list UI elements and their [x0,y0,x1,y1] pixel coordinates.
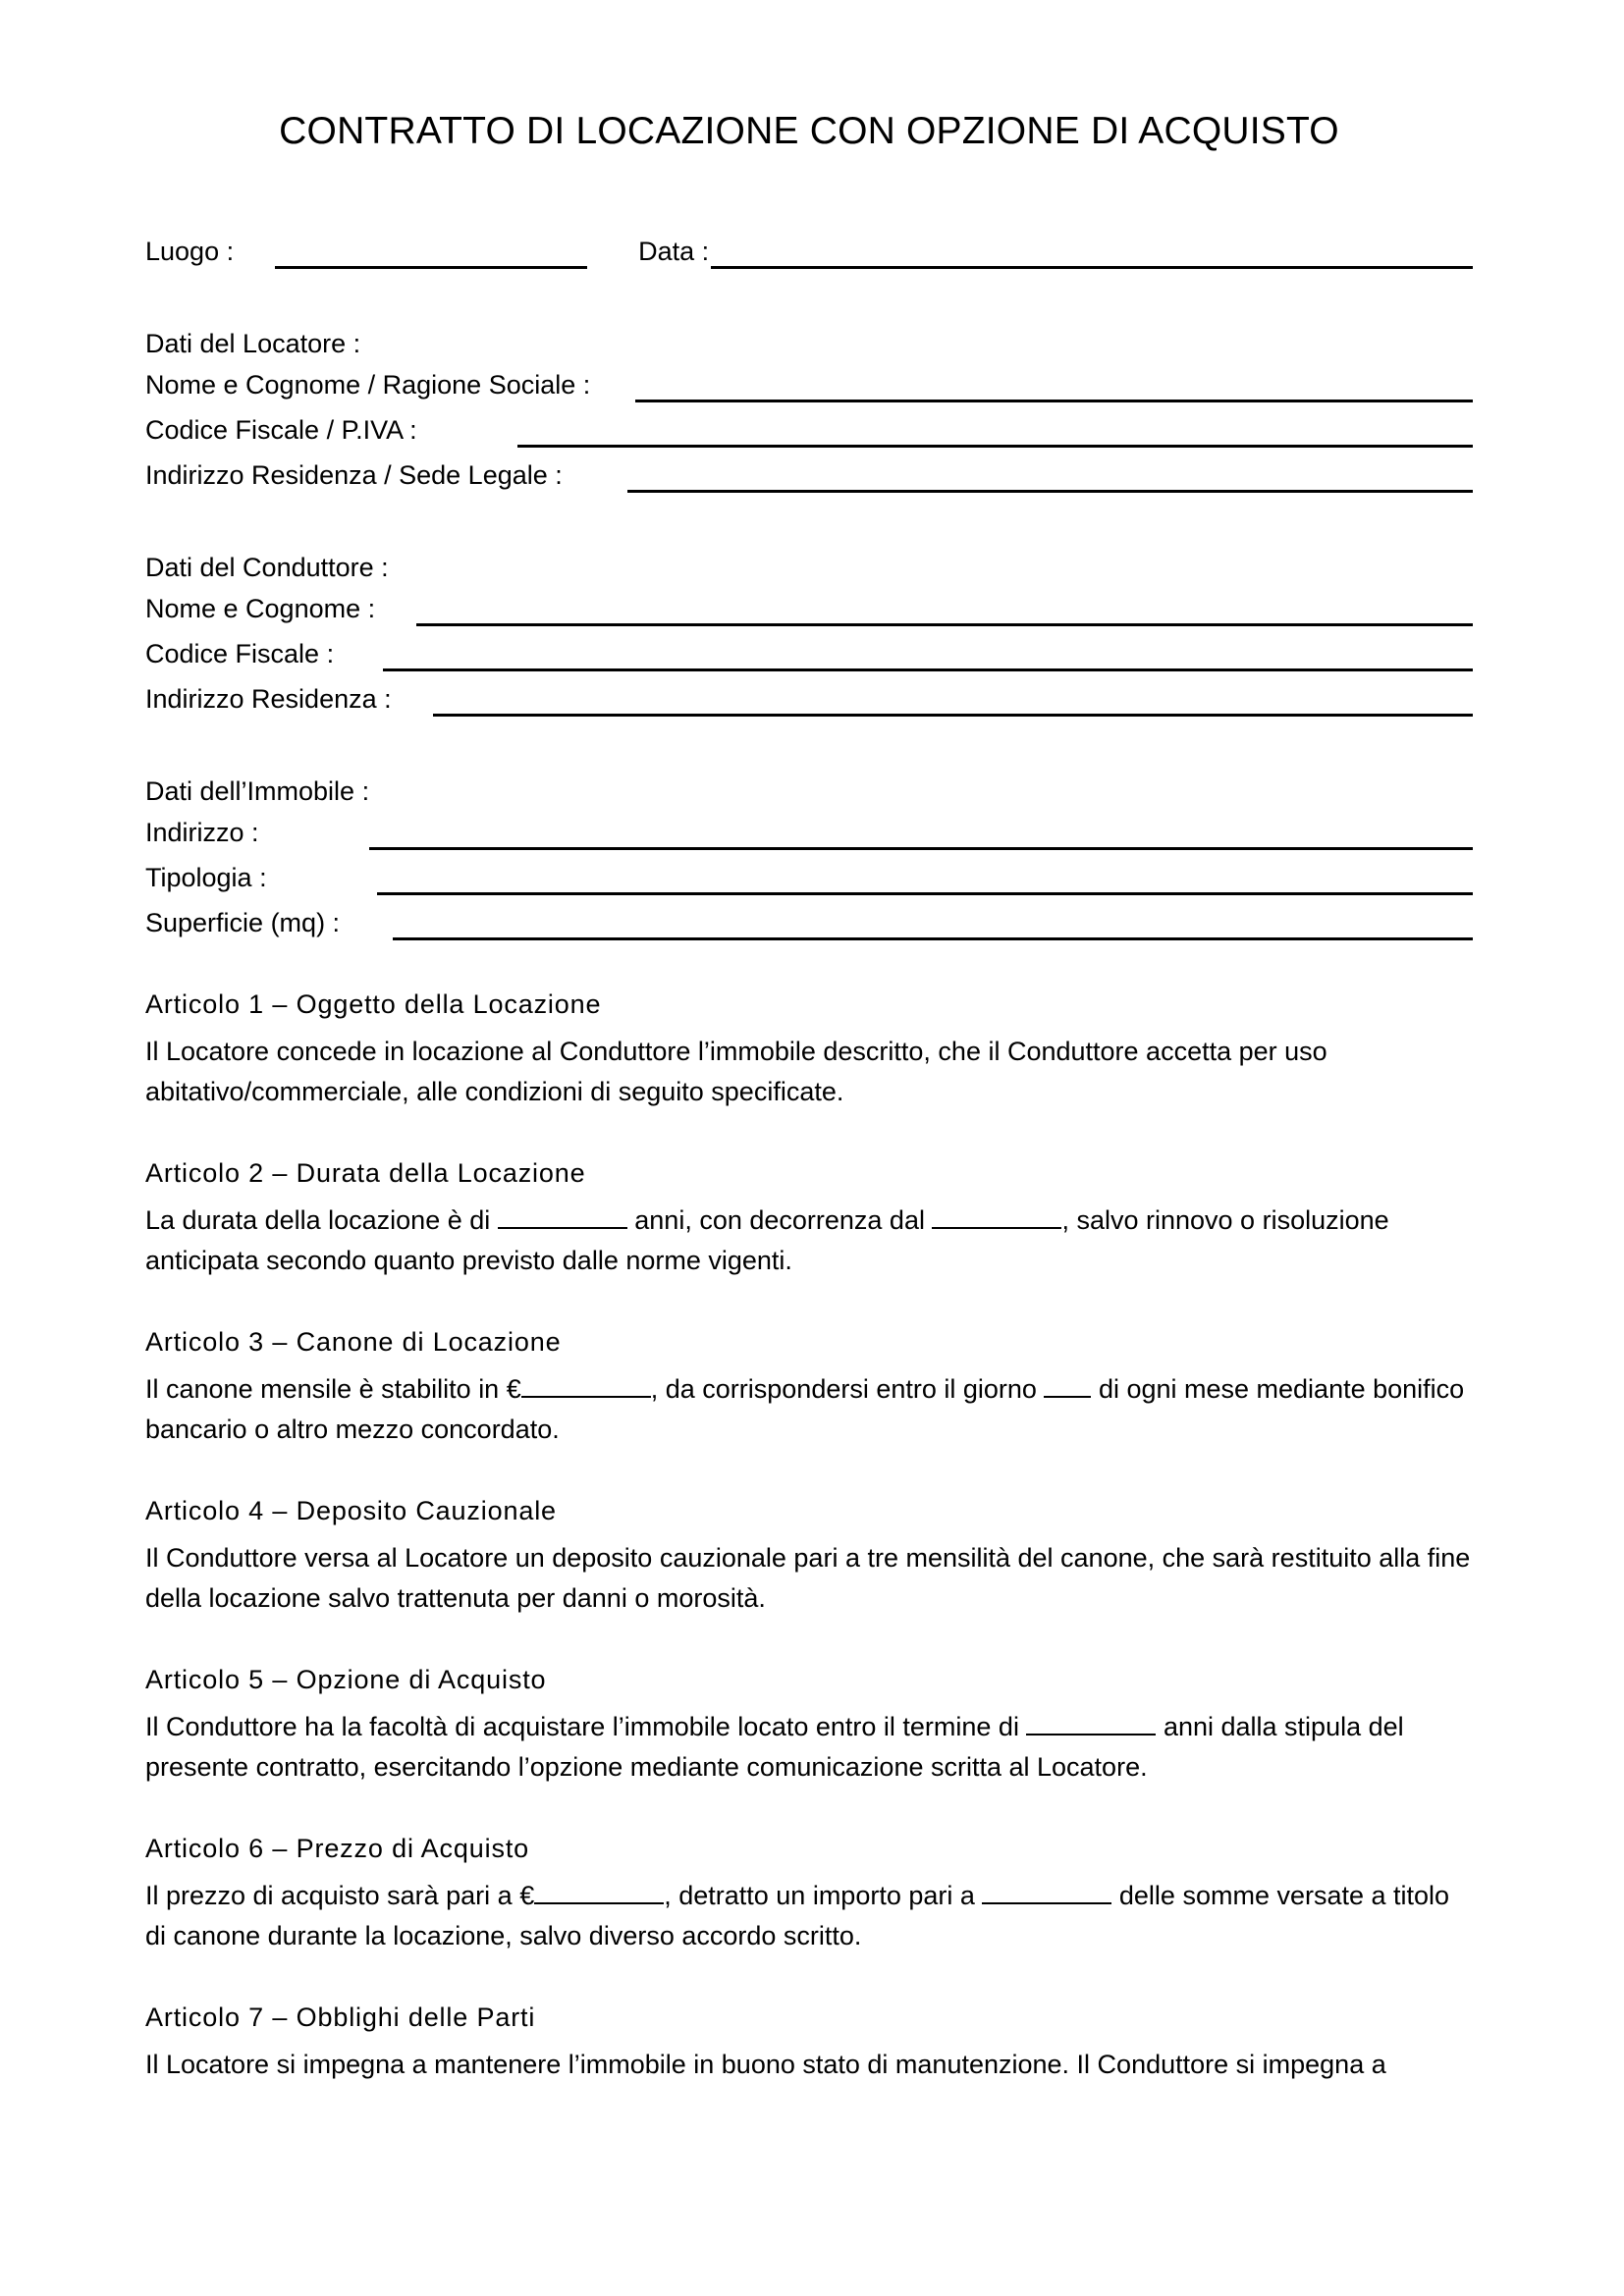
article [145,1153,1473,1281]
conduttore-field-nome [145,584,1473,629]
immobile-field-superficie [145,898,1473,943]
article-body [145,1707,1473,1788]
article-title: Articolo 4 – Deposito Cauzionale [145,1495,557,1525]
article-text-run: , da corrispondersi entro il giorno [650,1373,1045,1404]
article-title: Articolo 2 – Durata della Locazione [145,1157,586,1188]
conduttore-field-indirizzo [145,674,1473,720]
immobile-superficie-input-rule[interactable] [393,937,1473,940]
article-text-run: di ogni mese mediante bonifico bancario o altro mezzo concordato. [145,1373,1465,1444]
article-body [145,1876,1473,1956]
article [145,1491,1473,1619]
article-body [145,1369,1473,1450]
luogo-data-row [145,227,1473,272]
section-gap [145,496,1473,539]
document-content [145,0,1473,2085]
article-body [145,1032,1473,1112]
locatore-field-indirizzo [145,451,1473,496]
luogo-input-rule[interactable] [275,266,587,269]
conduttore-nome-input-rule[interactable] [416,623,1473,626]
conduttore-block [145,539,1473,720]
section-gap [145,720,1473,763]
locatore-field-nome [145,360,1473,405]
locatore-block [145,315,1473,496]
conduttore-indirizzo-label: Indirizzo Residenza : [145,683,392,714]
immobile-field-indirizzo [145,808,1473,853]
conduttore-codice-fiscale-input-rule[interactable] [383,668,1473,671]
fill-in-blank[interactable] [982,1902,1111,1904]
article-text-run: delle somme versate a titolo di canone durante la locazione, salvo diverso accordo scritto. [145,1880,1450,1950]
fill-in-blank[interactable] [534,1902,664,1904]
article [145,1829,1473,1956]
article-text-run: Il Locatore si impegna a mantenere l’immobile in buono stato di manutenzione. Il Conduttore si impegna a [145,2049,1386,2079]
article-body [145,1201,1473,1281]
article-title: Articolo 5 – Opzione di Acquisto [145,1664,547,1694]
article-text-run: Il Conduttore ha la facoltà di acquistare l’immobile locato entro il termine di [145,1711,1027,1741]
article-text-run: anni dalla stipula del presente contratto, esercitando l’opzione mediante comunicazione scritta al Locatore. [145,1711,1404,1782]
luogo-label: Luogo : [145,236,235,266]
data-label: Data : [638,236,710,266]
immobile-superficie-label: Superficie (mq) : [145,907,341,937]
locatore-codice-fiscale-label: Codice Fiscale / P.IVA : [145,414,417,445]
article [145,985,1473,1112]
fill-in-blank[interactable] [1044,1396,1091,1398]
article [145,1660,1473,1788]
article-body [145,2045,1473,2085]
immobile-block [145,763,1473,943]
articles-container [145,985,1473,2085]
fill-in-blank[interactable] [521,1396,651,1398]
locatore-nome-label: Nome e Cognome / Ragione Sociale : [145,369,591,400]
article-body [145,1538,1473,1619]
article [145,1322,1473,1450]
immobile-indirizzo-input-rule[interactable] [369,847,1473,850]
fill-in-blank[interactable] [932,1227,1061,1229]
section-gap [145,272,1473,315]
locatore-codice-fiscale-input-rule[interactable] [517,445,1473,448]
article-text-run: Il Locatore concede in locazione al Conduttore l’immobile descritto, che il Conduttore accetta per uso abitativo/commerciale, alle condizioni di seguito specificate. [145,1036,1327,1106]
conduttore-indirizzo-input-rule[interactable] [433,714,1473,717]
locatore-indirizzo-label: Indirizzo Residenza / Sede Legale : [145,459,563,490]
article-text-run: anni, con decorrenza dal [626,1204,933,1235]
immobile-tipologia-label: Tipologia : [145,862,267,892]
conduttore-section-heading: Dati del Conduttore : [145,552,389,582]
article-text-run: La durata della locazione è di [145,1204,498,1235]
conduttore-nome-label: Nome e Cognome : [145,593,376,623]
article-title: Articolo 1 – Oggetto della Locazione [145,988,602,1019]
conduttore-field-codice-fiscale [145,629,1473,674]
fill-in-blank[interactable] [1026,1734,1156,1735]
immobile-section-heading: Dati dell’Immobile : [145,775,370,806]
locatore-indirizzo-input-rule[interactable] [627,490,1473,493]
article-text-run: Il prezzo di acquisto sarà pari a € [145,1880,535,1910]
locatore-field-codice-fiscale [145,405,1473,451]
article [145,1998,1473,2085]
locatore-nome-input-rule[interactable] [635,400,1473,402]
article-title: Articolo 3 – Canone di Locazione [145,1326,562,1357]
article-text-run: , salvo rinnovo o risoluzione anticipata secondo quanto previsto dalle norme vigenti. [145,1204,1389,1275]
locatore-section-heading: Dati del Locatore : [145,328,361,358]
data-input-rule[interactable] [711,266,1473,269]
immobile-tipologia-input-rule[interactable] [377,892,1473,895]
article-text-run: , detratto un importo pari a [664,1880,983,1910]
conduttore-codice-fiscale-label: Codice Fiscale : [145,638,335,668]
immobile-field-tipologia [145,853,1473,898]
article-title: Articolo 6 – Prezzo di Acquisto [145,1833,530,1863]
article-title: Articolo 7 – Obblighi delle Parti [145,2002,536,2032]
article-text-run: Il canone mensile è stabilito in € [145,1373,521,1404]
article-text-run: Il Conduttore versa al Locatore un deposito cauzionale pari a tre mensilità del canone, che sarà restituito alla fine della locazione salvo trattenuta per danni o morosità. [145,1542,1471,1613]
page-title: CONTRATTO DI LOCAZIONE CON OPZIONE DI ACQUISTO [279,110,1339,152]
fill-in-blank[interactable] [498,1227,627,1229]
immobile-indirizzo-label: Indirizzo : [145,817,259,847]
